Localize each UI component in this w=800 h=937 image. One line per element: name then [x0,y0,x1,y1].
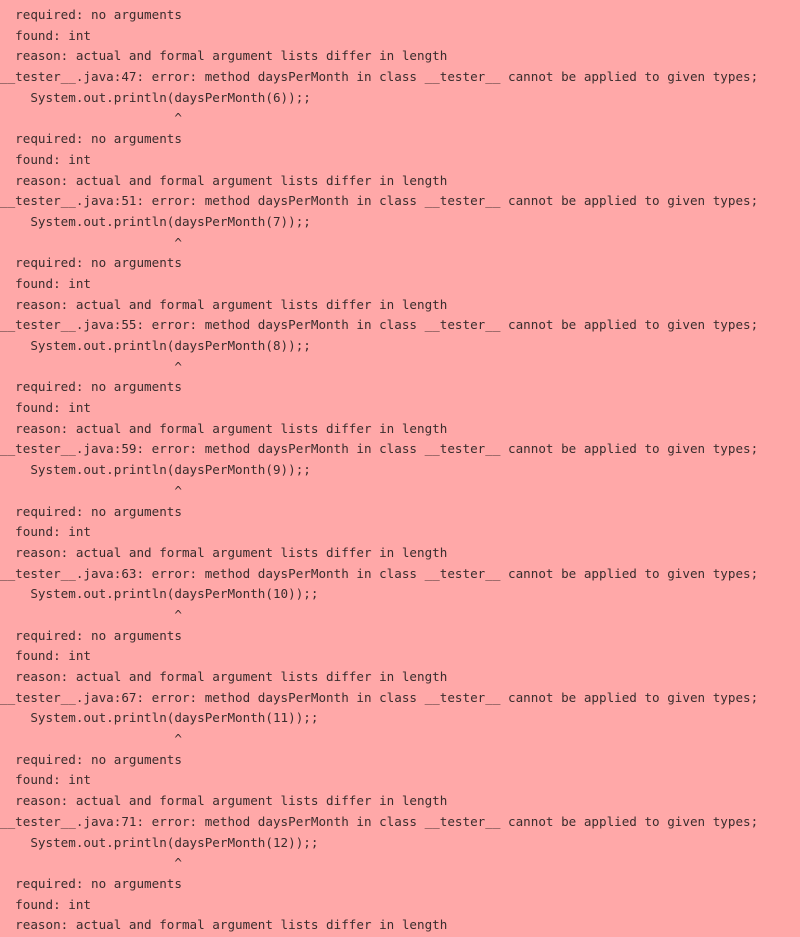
error-line: __tester__.java:63: error: method daysPerMonth in class __tester__ cannot be applied to given types; [0,565,759,581]
output-line: reason: actual and formal argument lists differ in length [0,669,448,684]
output-line: required: no arguments [0,7,182,22]
source-line: System.out.println(daysPerMonth(9));; [0,462,311,478]
output-line: found: int [0,151,91,167]
caret-line: ^ [0,855,182,871]
source-line: System.out.println(daysPerMonth(10));; [0,586,319,602]
source-line: System.out.println(daysPerMonth(7));; [0,213,311,229]
caret-line: ^ [0,234,182,250]
output-line: found: int [0,896,91,912]
output-line: found: int [0,648,91,664]
source-line: System.out.println(daysPerMonth(11));; [0,710,319,726]
output-line: reason: actual and formal argument lists differ in length [0,544,448,560]
output-line: reason: actual and formal argument lists differ in length [0,917,448,933]
output-line: reason: actual and formal argument lists differ in length [0,793,448,809]
caret-line: ^ [0,110,182,126]
error-line: __tester__.java:47: error: method daysPerMonth in class __tester__ cannot be applied to given types; [0,69,759,85]
output-line: found: int [0,772,91,788]
output-line: found: int [0,275,91,291]
error-line: __tester__.java:59: error: method daysPerMonth in class __tester__ cannot be applied to given types; [0,441,759,457]
compiler-output-lines [0,5,800,936]
caret-line: ^ [0,482,182,498]
output-line: reason: actual and formal argument lists differ in length [0,48,448,64]
error-line: __tester__.java:71: error: method daysPerMonth in class __tester__ cannot be applied to given types; [0,813,759,829]
error-line: __tester__.java:67: error: method daysPerMonth in class __tester__ cannot be applied to given types; [0,689,759,705]
error-line: __tester__.java:55: error: method daysPerMonth in class __tester__ cannot be applied to given types; [0,317,759,333]
output-line: reason: actual and formal argument lists differ in length [0,172,448,188]
output-line: required: no arguments [0,627,182,643]
output-line: required: no arguments [0,379,182,395]
source-line: System.out.println(daysPerMonth(8));; [0,338,311,353]
caret-line: ^ [0,731,182,747]
output-line: found: int [0,524,91,540]
caret-line: ^ [0,358,182,374]
source-line: System.out.println(daysPerMonth(6));; [0,89,311,105]
error-line: __tester__.java:51: error: method daysPerMonth in class __tester__ cannot be applied to given types; [0,193,759,209]
output-line: required: no arguments [0,255,182,271]
output-line: required: no arguments [0,875,182,891]
output-line: found: int [0,27,91,43]
output-line: required: no arguments [0,131,182,147]
output-line: required: no arguments [0,751,182,767]
output-line: reason: actual and formal argument lists differ in length [0,420,448,436]
output-line: found: int [0,400,91,416]
output-line: reason: actual and formal argument lists differ in length [0,296,448,312]
source-line: System.out.println(daysPerMonth(12));; [0,834,319,850]
caret-line: ^ [0,606,182,622]
output-line: required: no arguments [0,503,182,519]
